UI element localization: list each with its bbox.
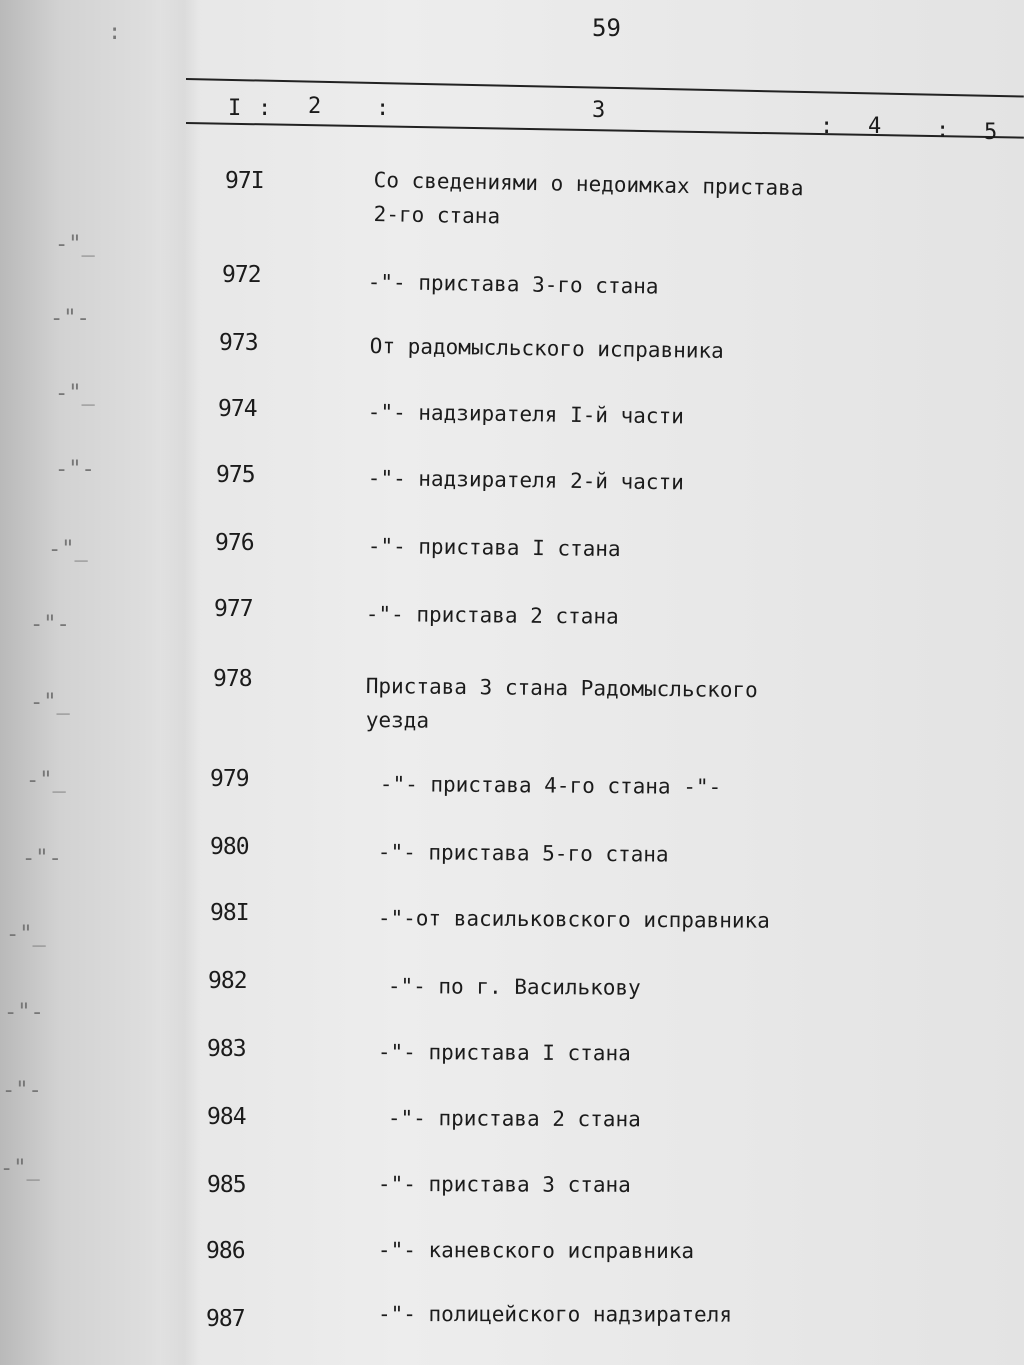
entry-description: Пристава 3 стана Радомысльского [365, 673, 758, 703]
entry-description: -"-от васильковского исправника [377, 905, 770, 933]
left-page-mark: -"_ [48, 537, 88, 562]
left-page-mark: -"_ [55, 232, 95, 257]
left-page-mark: -"- [22, 846, 62, 871]
left-page-mark: -"_ [55, 381, 95, 406]
entry-number: 978 [213, 666, 252, 692]
entry-number: 972 [222, 262, 261, 288]
column-separator: : [820, 114, 834, 139]
left-page-mark: -"_ [0, 1156, 40, 1181]
left-page-mark: -"- [4, 1000, 44, 1025]
entry-description: -"- надзирателя I-й части [367, 399, 684, 429]
entry-description: -"- пристава 2 стана [387, 1106, 641, 1132]
entry-number: 982 [208, 968, 247, 994]
entry-number: 974 [218, 396, 257, 422]
entry-number: 979 [210, 766, 249, 792]
entry-number: 984 [207, 1104, 246, 1130]
left-page-mark: -"- [30, 612, 70, 637]
entry-description: -"- пристава I стана [367, 533, 621, 562]
entry-number: 986 [206, 1238, 245, 1264]
entry-description: -"- пристава I стана [377, 1040, 631, 1066]
entry-number: 977 [214, 596, 253, 622]
entry-description: -"- каневского исправника [377, 1238, 695, 1264]
entry-number: 985 [207, 1172, 246, 1198]
entry-number: 987 [206, 1306, 245, 1332]
left-page-mark: -"- [55, 457, 95, 482]
column-separator: : [258, 96, 272, 121]
column-header-3: 3 [592, 98, 606, 123]
column-header-4: 4 [868, 114, 882, 139]
left-page-mark: -"- [2, 1078, 42, 1103]
column-header-1: I [228, 96, 242, 121]
entry-number: 97I [225, 168, 264, 194]
entry-number: 976 [215, 530, 254, 556]
left-page-colon: : [108, 20, 122, 45]
column-header-5: 5 [984, 120, 998, 145]
entry-number: 980 [210, 834, 249, 860]
entry-number: 983 [207, 1036, 246, 1062]
left-page-mark: -"_ [26, 768, 66, 793]
entry-description: -"- полицейского надзирателя [377, 1302, 733, 1327]
entry-number: 973 [219, 330, 258, 356]
left-page-mark: -"_ [30, 690, 70, 715]
entry-description: -"- пристава 5-го стана [377, 839, 669, 867]
entry-description: -"- надзирателя 2-й части [367, 465, 684, 495]
entry-number: 98I [210, 900, 249, 926]
column-separator: : [936, 118, 950, 143]
entry-description: -"- по г. Василькову [387, 973, 641, 1000]
entry-description-continued: 2-го стана [373, 201, 501, 229]
entry-number: 975 [216, 462, 255, 488]
left-page-mark: -"- [50, 306, 90, 331]
column-header-2: 2 [308, 94, 322, 119]
entry-description: Со сведениями о недоимках пристава [373, 167, 804, 201]
entry-description: -"- пристава 3 стана [377, 1172, 631, 1197]
entry-description: -"- пристава 3-го стана [367, 269, 659, 299]
header-rule-bottom [186, 122, 1024, 139]
entry-description-continued: уезда [365, 707, 430, 733]
column-separator: : [376, 96, 390, 121]
entry-description: -"- пристава 2 стана [365, 601, 619, 629]
page-number: 59 [592, 14, 621, 42]
left-page-mark: -"_ [6, 922, 46, 947]
entry-description: -"- пристава 4-го стана -"- [379, 771, 722, 799]
entry-description: От радомысльского исправника [369, 333, 724, 363]
